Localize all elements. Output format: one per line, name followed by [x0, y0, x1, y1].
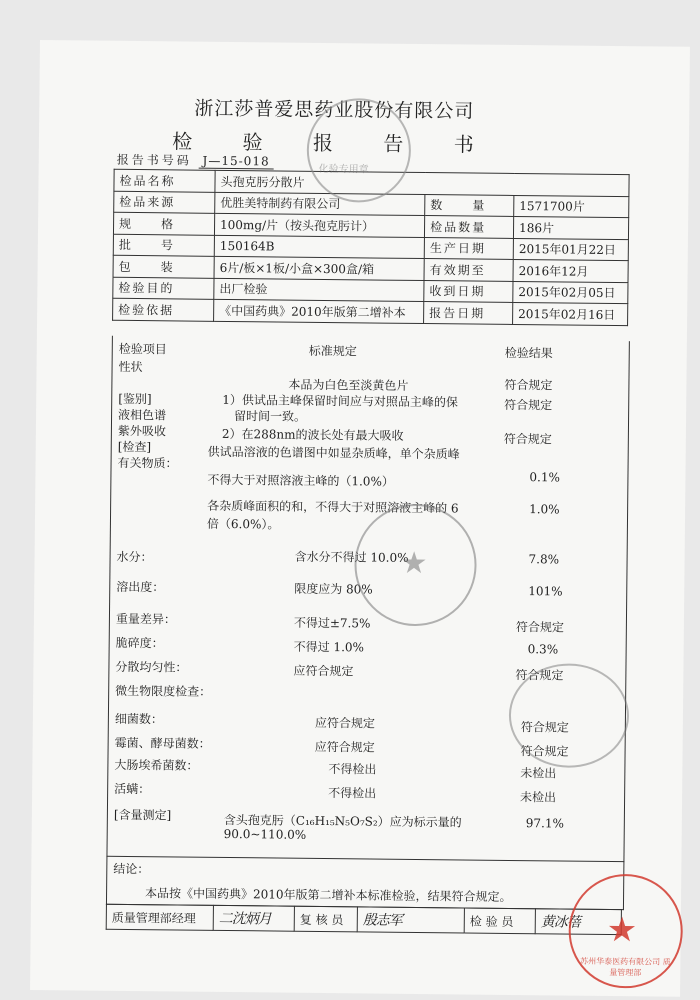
std-related-3: 倍（6.0%）。 — [206, 516, 280, 532]
info-value: 2015年02月16日 — [513, 302, 628, 325]
info-value: 1571700片 — [514, 195, 629, 218]
qc-seal-stamp — [508, 663, 629, 768]
signature-table — [106, 904, 622, 935]
info-value: 2015年02月05日 — [513, 281, 628, 304]
red-company-seal-stamp — [568, 874, 683, 989]
red-seal-text: 苏州华泰医药有限公司 质量管理部 — [580, 956, 671, 978]
std-mites: 不得检出 — [328, 786, 377, 801]
col-header-item: 检验项目 — [118, 341, 167, 357]
item-mites: 活螨： — [114, 781, 151, 797]
info-label: 规 格 — [113, 212, 214, 235]
res-hplc: 符合规定 — [504, 397, 553, 413]
std-dispersion: 应符合规定 — [293, 663, 354, 679]
report-number-label: 报告书号码 — [116, 152, 192, 168]
res-appearance: 符合规定 — [504, 377, 553, 393]
std-water: 含水分不得过 10.0% — [294, 549, 409, 565]
info-value: 出厂检验 — [214, 278, 424, 302]
res-dispersion: 符合规定 — [515, 668, 564, 683]
info-value: 100mg/片（按头孢克肟计） — [214, 213, 424, 237]
inspector-signature: 黄冰蓓 — [535, 909, 621, 935]
info-value: 150164B — [214, 235, 424, 259]
section-assay: [含量测定] — [113, 807, 172, 823]
std-related-intro: 供试品溶液的色谱图中如显杂质峰，单个杂质峰 — [207, 444, 460, 462]
res-related-2: 1.0% — [529, 502, 560, 517]
star-icon: ★ — [400, 545, 428, 582]
std-friability: 不得过 1.0% — [293, 639, 365, 655]
res-ecoli: 未检出 — [520, 766, 557, 781]
inspection-seal-text: 化验专用章 — [318, 163, 369, 176]
std-appearance: 本品为白色至淡黄色片 — [288, 377, 409, 393]
info-value: 《中国药典》2010年版第二增补本 — [214, 299, 424, 323]
std-related-1: 不得大于对照溶液主峰的（1.0%） — [207, 472, 394, 489]
res-bacteria: 符合规定 — [520, 720, 569, 735]
info-value: 头孢克肟分散片 — [215, 170, 629, 196]
res-dissolution: 101% — [528, 584, 563, 599]
item-dissolution: 溶出度： — [116, 579, 165, 595]
qa-manager-label: 质量管理部经理 — [106, 904, 213, 930]
info-label: 数 量 — [425, 194, 514, 216]
info-label: 检验目的 — [113, 277, 214, 300]
std-weight-variation: 不得过±7.5% — [293, 615, 371, 631]
item-weight-variation: 重量差异： — [115, 611, 177, 627]
info-label: 批 号 — [113, 234, 214, 257]
std-hplc: 1）供试品主峰保留时间应与对照品主峰的保 — [222, 392, 458, 410]
item-appearance: 性状 — [118, 359, 143, 375]
res-weight-variation: 符合规定 — [515, 620, 564, 635]
item-ecoli: 大肠埃希菌数： — [114, 757, 199, 773]
info-value: 2015年01月22日 — [513, 238, 628, 261]
std-uv: 2）在288nm的波长处有最大吸收 — [221, 426, 404, 443]
info-label: 有效期至 — [424, 259, 513, 281]
res-uv: 符合规定 — [503, 431, 552, 447]
std-assay-2: 90.0~110.0% — [223, 826, 307, 842]
info-label: 检品名称 — [114, 169, 215, 192]
col-header-result: 检验结果 — [504, 345, 553, 361]
res-assay: 97.1% — [525, 816, 565, 831]
conclusion-text: 本品按《中国药典》2010年版第二增补本标准检验，结果符合规定。 — [144, 886, 512, 904]
info-label: 生产日期 — [424, 237, 513, 259]
res-water: 7.8% — [528, 552, 560, 567]
item-water: 水分： — [116, 549, 153, 565]
item-bacteria: 细菌数： — [114, 711, 163, 727]
item-hplc: 液相色谱 — [118, 407, 167, 423]
reviewer-label: 复 核 员 — [294, 906, 357, 932]
item-uv: 紫外吸收 — [117, 423, 166, 439]
item-friability: 脆碎度： — [115, 635, 164, 651]
res-related-1: 0.1% — [529, 470, 561, 485]
item-mold-yeast: 霉菌、酵母菌数： — [114, 735, 211, 751]
info-value: 6片/板×1板/小盒×300盒/箱 — [214, 256, 424, 280]
info-label: 报告日期 — [424, 302, 513, 324]
info-label: 包 装 — [113, 255, 214, 278]
std-related-2: 各杂质峰面积的和，不得大于对照溶液主峰的 6 — [207, 498, 459, 516]
item-related-substances: 有关物质： — [117, 455, 178, 471]
conclusion-label: 结论： — [113, 861, 150, 877]
inspection-seal-stamp — [306, 98, 411, 203]
info-row — [113, 298, 628, 325]
report-paper — [30, 40, 690, 997]
qa-manager-signature: 二沈炳月 — [213, 905, 294, 931]
report-number-value: J—15-018 — [199, 154, 274, 170]
item-microbial: 微生物限度检查： — [115, 683, 212, 699]
company-seal-stamp — [354, 503, 477, 626]
res-mold-yeast: 符合规定 — [520, 744, 569, 759]
std-bacteria: 应符合规定 — [314, 715, 375, 731]
col-header-standard: 标准规定 — [308, 343, 357, 359]
info-value: 186片 — [513, 216, 628, 239]
item-dispersion: 分散均匀性： — [115, 659, 188, 675]
res-friability: 0.3% — [527, 642, 559, 657]
std-assay: 含头孢克肟（C₁₆H₁₅N₅O₇S₂）应为标示量的 — [223, 812, 462, 830]
info-value: 2016年12月 — [513, 259, 628, 282]
document-title: 检 验 报 告 书 — [172, 129, 496, 157]
section-inspection: [检查] — [117, 439, 152, 455]
std-mold-yeast: 应符合规定 — [314, 739, 375, 755]
std-ecoli: 不得检出 — [328, 762, 377, 777]
star-icon: ★ — [606, 909, 638, 951]
info-label: 检品数量 — [425, 216, 514, 238]
info-label: 检验依据 — [113, 298, 214, 321]
report-number — [117, 151, 274, 170]
company-name: 浙江莎普爱思药业股份有限公司 — [194, 97, 475, 123]
std-dissolution: 限度应为 80% — [294, 581, 373, 597]
conclusion-section — [106, 856, 624, 910]
inspector-label: 检 验 员 — [464, 908, 535, 934]
info-label: 收到日期 — [424, 280, 513, 302]
std-hplc-2: 留时间一致。 — [233, 409, 307, 424]
info-value: 优胜美特制药有限公司 — [215, 192, 425, 216]
res-mites: 未检出 — [520, 790, 557, 805]
info-label: 检品来源 — [114, 191, 215, 214]
section-identification: [鉴别] — [118, 391, 152, 407]
reviewer-signature: 殷志军 — [357, 907, 464, 933]
